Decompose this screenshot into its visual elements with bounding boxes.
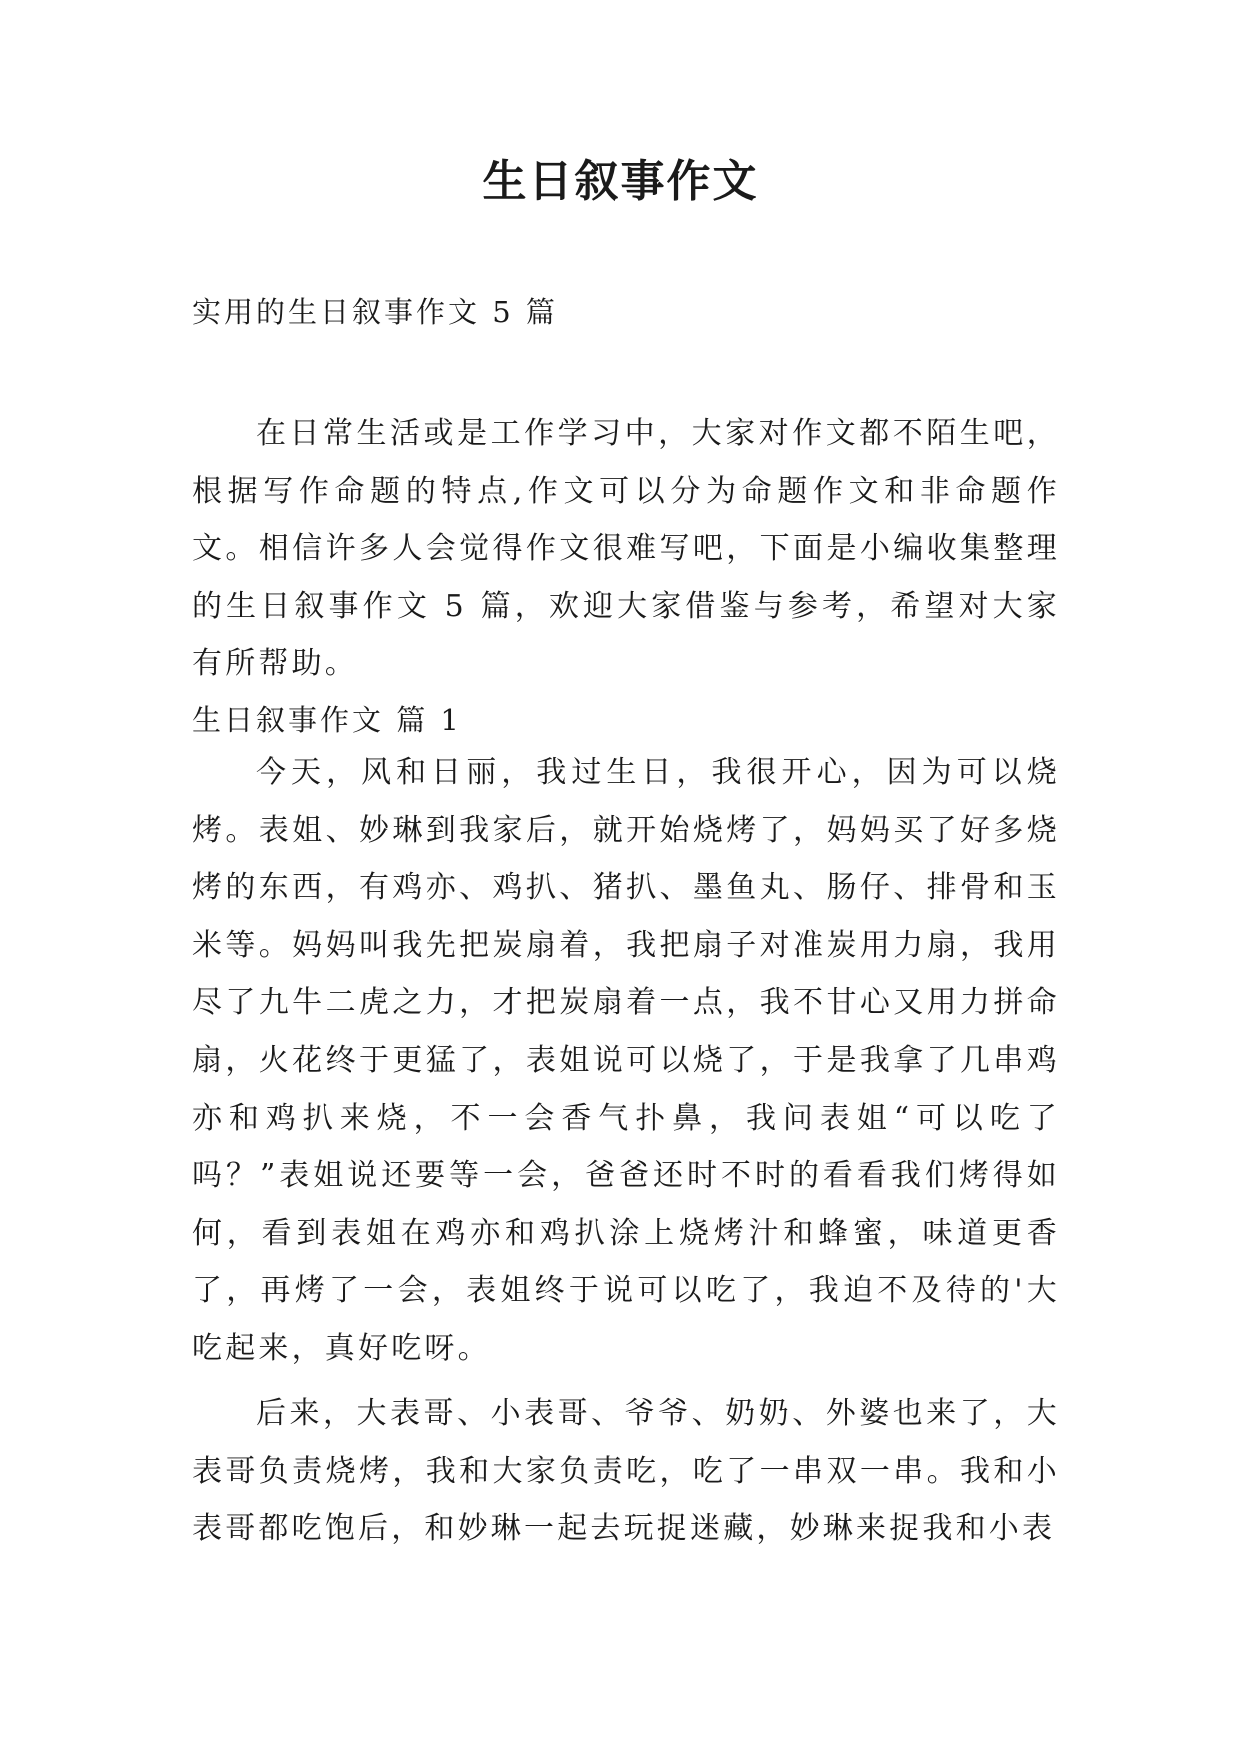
intro-paragraph: 在日常生活或是工作学习中，大家对作文都不陌生吧，根据写作命题的特点,作文可以分为命题作文和非命题作文。相信许多人会觉得作文很难写吧，下面是小编收集整理的生日叙事作文 5 篇，欢迎大家借鉴与参考，希望对大家有所帮助。 <box>192 416 1060 682</box>
section-heading: 生日叙事作文 篇 1 <box>192 703 462 737</box>
body-paragraph: 后来，大表哥、小表哥、爷爷、奶奶、外婆也来了，大表哥负责烧烤，我和大家负责吃，吃了一串双一串。我和小表哥都吃饱后，和妙琳一起去玩捉迷藏，妙琳来捉我和小表 <box>192 1396 1060 1547</box>
document-title: 生日叙事作文 <box>482 156 759 207</box>
document-subtitle: 实用的生日叙事作文 5 篇 <box>192 295 558 329</box>
body-paragraph: 今天，风和日丽，我过生日，我很开心，因为可以烧烤。表姐、妙琳到我家后，就开始烧烤了，妈妈买了好多烧烤的东西，有鸡亦、鸡扒、猪扒、墨鱼丸、肠仔、排骨和玉米等。妈妈叫我先把炭扇着，我把扇子对准炭用力扇，我用尽了九牛二虎之力，才把炭扇着一点，我不甘心又用力拼命扇，火花终于更猛了，表姐说可以烧了，于是我拿了几串鸡亦和鸡扒来烧，不一会香气扑鼻，我问表姐“可以吃了吗？”表姐说还要等一会，爸爸还时不时的看看我们烤得如何，看到表姐在鸡亦和鸡扒涂上烧烤汁和蜂蜜，味道更香了，再烤了一会，表姐终于说可以吃了，我迫不及待的'大吃起来，真好吃呀。 <box>192 755 1060 1366</box>
